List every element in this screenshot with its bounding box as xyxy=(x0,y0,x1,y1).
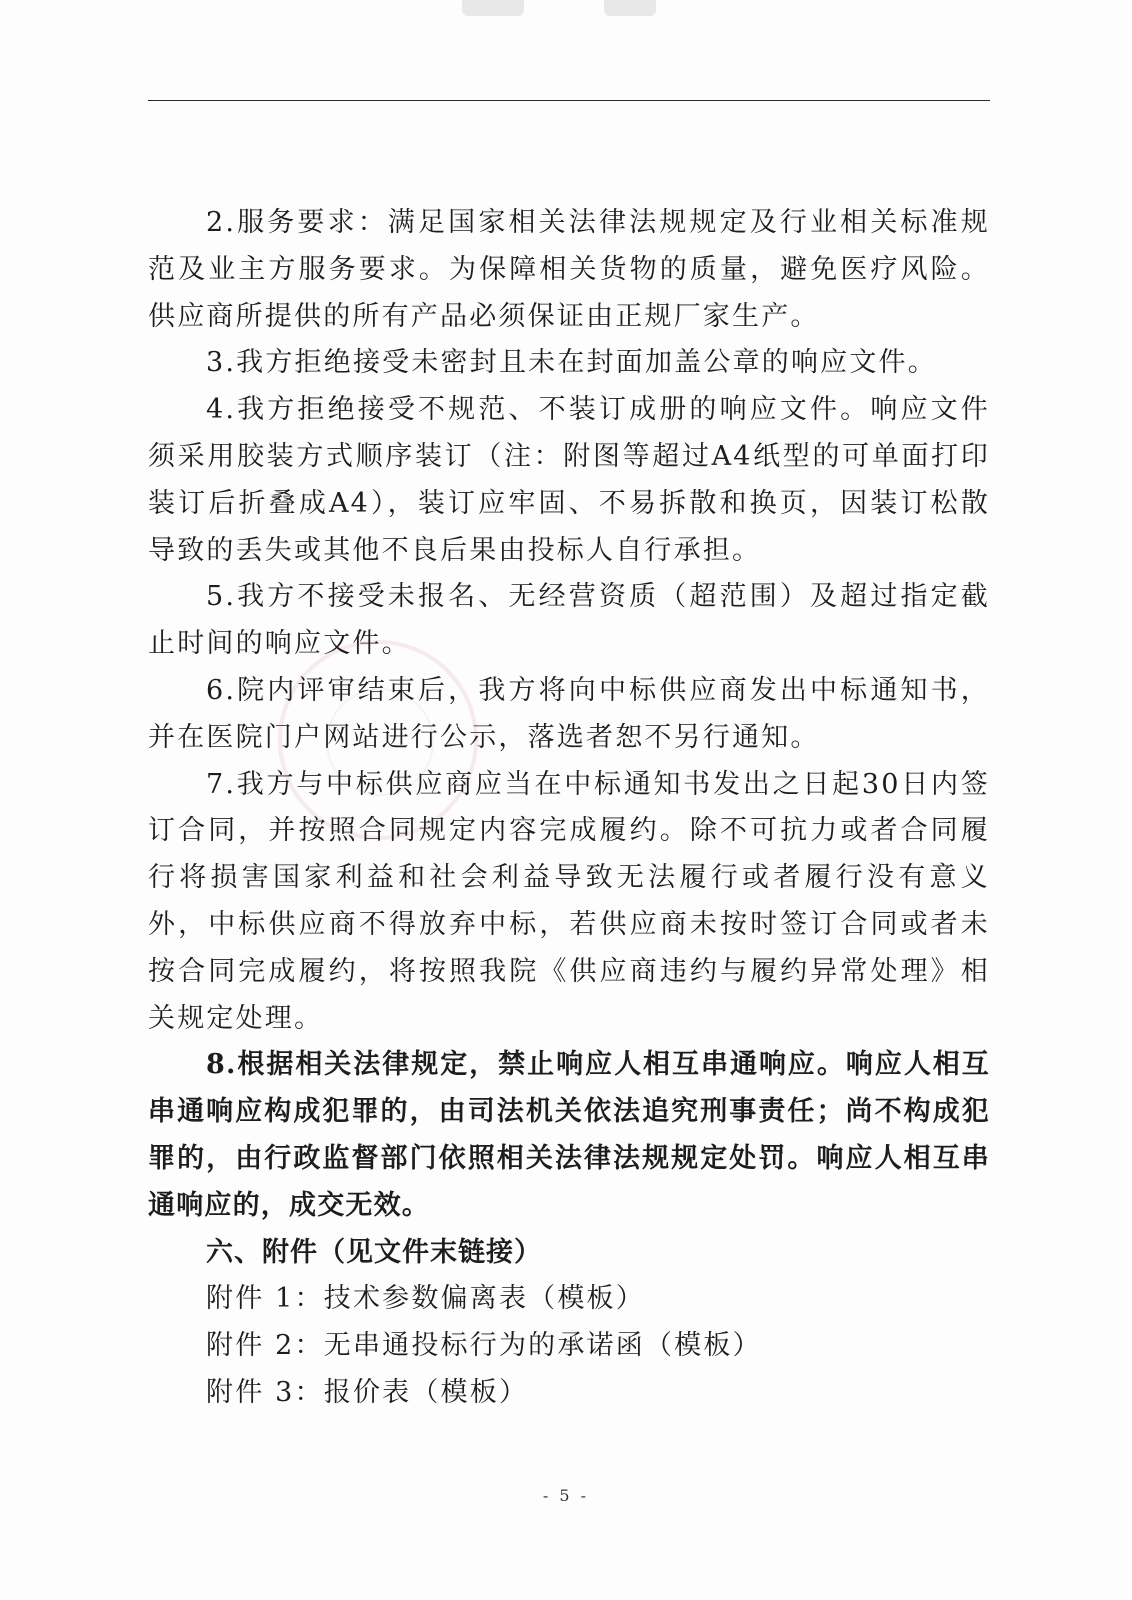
scan-smudge xyxy=(462,0,524,16)
scan-smudge xyxy=(604,0,656,16)
paragraph-registration-deadline: 5.我方不接受未报名、无经营资质（超范围）及超过指定截止时间的响应文件。 xyxy=(148,581,990,660)
paragraph-binding-requirements: 4.我方拒绝接受不规范、不装订成册的响应文件。响应文件须采用胶装方式顺序装订（注：附图等超过A4纸型的可单面打印装订后折叠成A4），装订应牢固、不易拆散和换页，因装订松散导致的丢失或其他不良后果由投标人自行承担。 xyxy=(148,394,990,566)
document-body xyxy=(148,200,990,1417)
attachment-item: 附件 1：技术参数偏离表（模板） xyxy=(206,1283,645,1315)
page-number: - 5 - xyxy=(542,1486,590,1505)
header-rule xyxy=(148,100,990,101)
paragraph-award-notice: 6.院内评审结束后，我方将向中标供应商发出中标通知书，并在医院门户网站进行公示，落选者恕不另行通知。 xyxy=(148,674,990,753)
paragraph-collusion-prohibition: 8.根据相关法律规定，禁止响应人相互串通响应。响应人相互串通响应构成犯罪的，由司法机关依法追究刑事责任；尚不构成犯罪的，由行政监督部门依照相关法律法规规定处罚。响应人相互串通响应的，成交无效。 xyxy=(148,1049,990,1221)
paragraph-sealed-documents: 3.我方拒绝接受未密封且未在封面加盖公章的响应文件。 xyxy=(206,347,937,379)
section-heading-attachments: 六、附件（见文件末链接） xyxy=(206,1236,542,1268)
paragraph-contract-signing: 7.我方与中标供应商应当在中标通知书发出之日起30日内签订合同，并按照合同规定内容完成履约。除不可抗力或者合同履行将损害国家利益和社会利益导致无法履行或者履行没有意义外，中标供应商不得放弃中标，若供应商未按时签订合同或者未按合同完成履约，将按照我院《供应商违约与履约异常处理》相关规定处理。 xyxy=(148,768,990,1034)
attachment-item: 附件 2：无串通投标行为的承诺函（模板） xyxy=(206,1330,762,1362)
paragraph-service-requirements: 2.服务要求：满足国家相关法律法规规定及行业相关标准规范及业主方服务要求。为保障相关货物的质量，避免医疗风险。供应商所提供的所有产品必须保证由正规厂家生产。 xyxy=(148,207,990,332)
attachment-item: 附件 3：报价表（模板） xyxy=(206,1376,529,1408)
